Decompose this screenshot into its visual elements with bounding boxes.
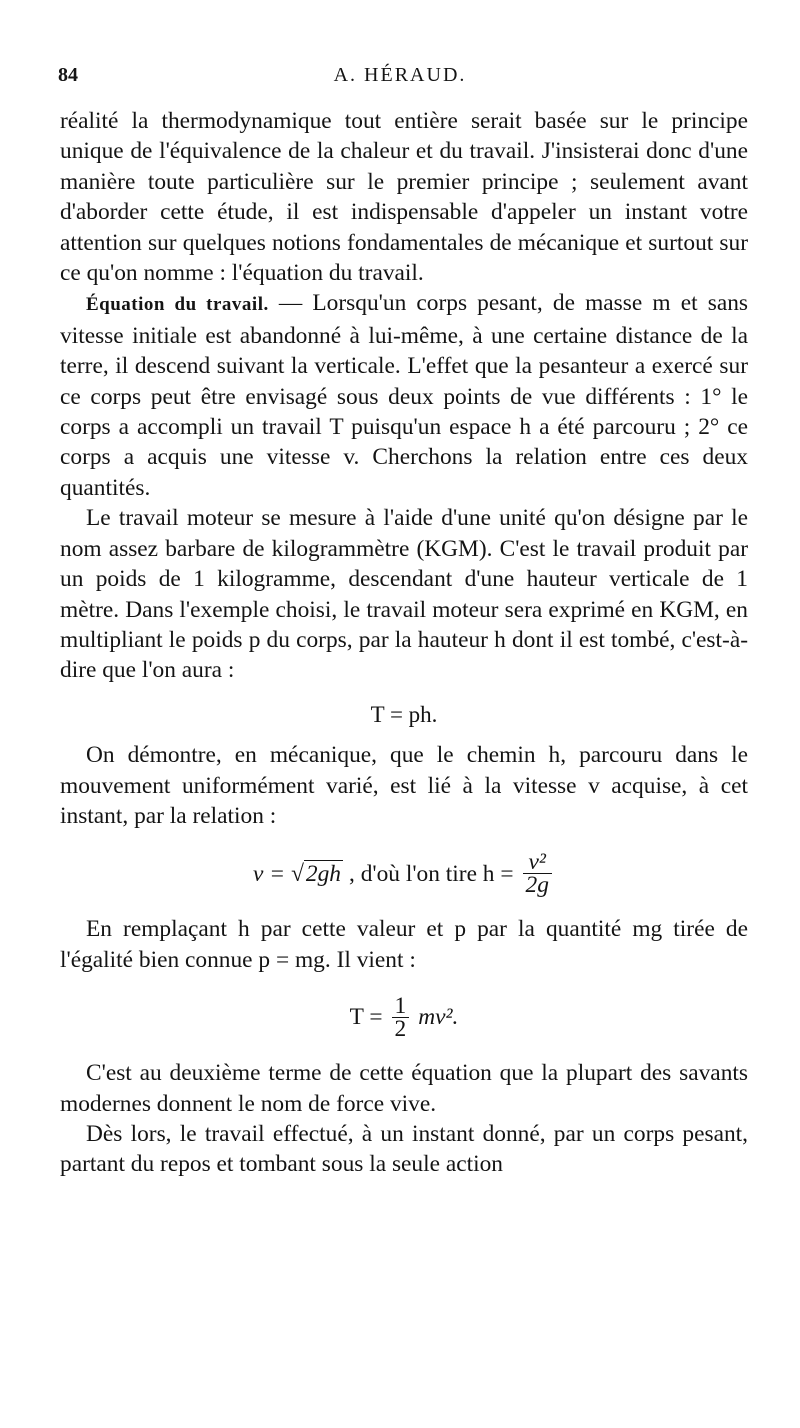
paragraph-text: — Lorsqu'un corps pesant, de masse m et sans vitesse initiale est abandonné à lui-même, à une certaine distance de la terre, il descend suivant la verticale. L'effet que la pesanteur a exercé sur ce corps peut être envisagé sous deux points de vue différents : 1° le corps a accompli un travail T puisqu'un espace h a été parcouru ; 2° ce corps a acquis une vitesse v. Cherchons la relation entre ces deux quantités. xyxy=(60,290,748,501)
paragraph: réalité la thermodynamique tout entière serait basée sur le principe unique de l'équivalence de la chaleur et du travail. J'insisterai donc d'une manière toute particulière sur le premier principe ; seulement avant d'aborder cette étude, il est indispensable d'appeler un instant votre attention sur quelques notions fondamentales de mécanique et surtout sur ce qu'on nomme : l'équation du travail. xyxy=(60,108,748,287)
section-heading: Équation du travail. xyxy=(86,294,269,316)
paragraph: Dès lors, le travail effectué, à un instant donné, par un corps pesant, partant du repos et tombant sous la seule action xyxy=(60,1120,748,1178)
fraction xyxy=(523,849,552,899)
page-body xyxy=(60,106,748,1180)
sqrt-expression: √2gh xyxy=(291,860,341,887)
paragraph: C'est au deuxième terme de cette équation que la plupart des savants modernes donnent le nom de force vive. xyxy=(60,1060,748,1117)
fraction-numerator: v² xyxy=(523,851,552,874)
fraction-numerator: 1 xyxy=(392,995,410,1018)
paragraph-equation-du-travail xyxy=(60,288,748,503)
fraction-denominator: 2 xyxy=(394,1016,407,1043)
page-number: 84 xyxy=(58,64,78,86)
fraction xyxy=(392,993,410,1043)
equation-work: T = ph. xyxy=(370,701,438,727)
running-title: A. HÉRAUD. xyxy=(333,64,467,86)
paragraph: On démontre, en mécanique, que le chemin h, parcouru dans le mouvement uniformément varié, est lié à la vitesse v acquise, à cet instant, par la relation : xyxy=(60,742,748,829)
equation-kinetic xyxy=(60,993,748,1043)
paragraph: En remplaçant h par cette valeur et p par la quantité mg tirée de l'égalité bien connue p = mg. Il vient : xyxy=(60,916,748,973)
running-header xyxy=(58,64,742,98)
equation-part: T = xyxy=(349,1004,383,1031)
equation-part: v = xyxy=(253,860,286,887)
equation-part: , d'où l'on tire h = xyxy=(349,860,514,887)
sqrt-radicand: 2gh xyxy=(305,860,341,887)
fraction-denominator: 2g xyxy=(525,872,549,899)
equation-part: mv². xyxy=(418,1004,459,1031)
paragraph: Le travail moteur se mesure à l'aide d'une unité qu'on désigne par le nom assez barbare de kilogrammètre (KGM). C'est le travail produit par un poids de 1 kilogramme, descendant d'une hauteur verticale de 1 mètre. Dans l'exemple choisi, le travail moteur sera exprimé en KGM, en multipliant le poids p du corps, par la hauteur h dont il est tombé, c'est-à-dire que l'on aura : xyxy=(60,505,748,684)
equation-velocity xyxy=(60,849,748,899)
